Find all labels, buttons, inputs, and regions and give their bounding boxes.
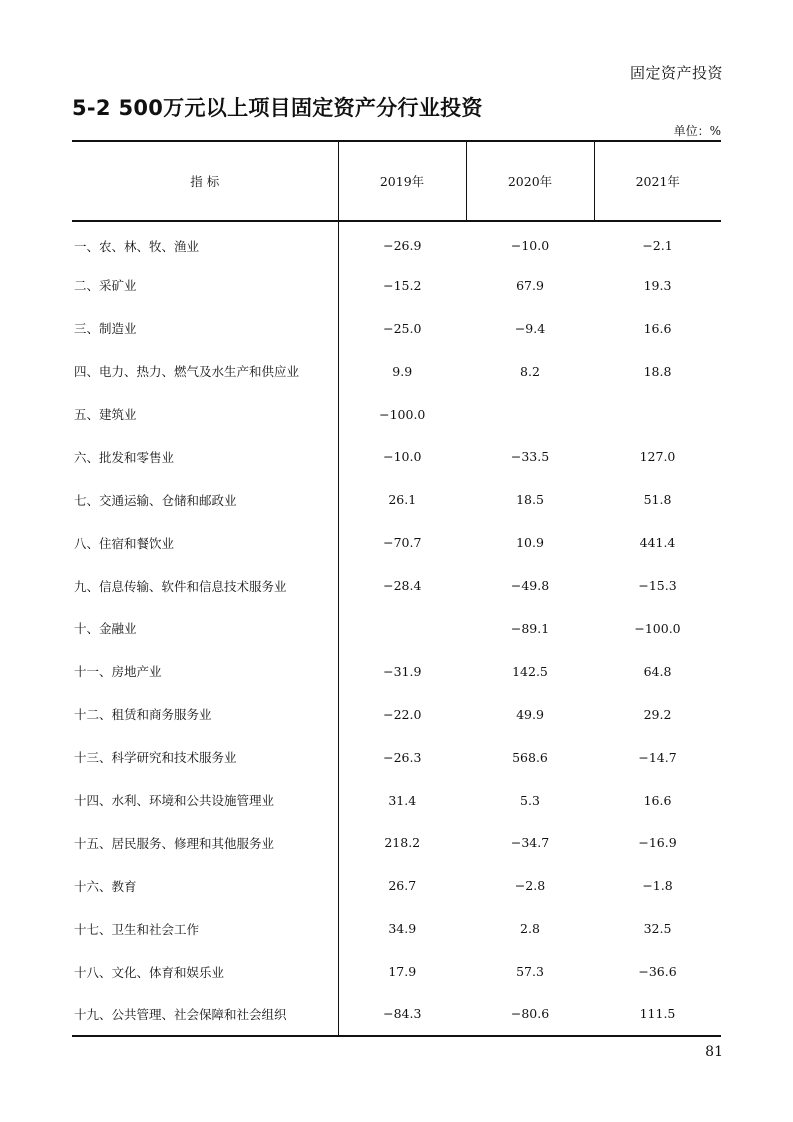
row-value-2020: 49.9: [516, 706, 544, 722]
row-indicator-name: 八、住宿和餐饮业: [72, 521, 338, 564]
row-value-2020: −2.8: [514, 878, 546, 894]
row-value-2019: −84.3: [338, 993, 466, 1036]
row-value-2020: 67.9: [516, 277, 544, 293]
column-header-2021: 2021年: [594, 141, 721, 221]
row-value-2019: −10.0: [383, 449, 422, 465]
table-row: [72, 993, 721, 1036]
row-indicator-name: 六、批发和零售业: [72, 435, 338, 478]
row-value-2020: [466, 393, 594, 436]
row-value-2021: 441.4: [639, 535, 676, 551]
row-value-2021: 19.3: [643, 277, 672, 293]
row-indicator-name: 十二、租赁和商务服务业: [72, 693, 338, 736]
row-value-2021: 127.0: [639, 449, 676, 465]
row-value-2020: 142.5: [512, 663, 548, 679]
table-row: [72, 864, 721, 907]
row-value-2021: −14.7: [638, 749, 677, 765]
row-value-2021: 29.2: [643, 706, 672, 722]
row-value-2021: 16.6: [643, 320, 672, 336]
row-value-2019: 31.4: [388, 792, 417, 808]
row-value-2021: [594, 393, 721, 436]
row-value-2019: −70.7: [383, 535, 422, 551]
row-value-2020: 57.3: [516, 964, 544, 980]
row-value-2019: [338, 607, 466, 650]
row-value-2021: 51.8: [643, 492, 672, 508]
row-value-2021: −16.9: [638, 835, 677, 851]
column-header-indicator: 指 标: [72, 141, 338, 221]
row-value-2021: −15.3: [638, 578, 677, 594]
section-label: 固定资产投资: [629, 64, 723, 82]
row-indicator-name: 九、信息传输、软件和信息技术服务业: [72, 564, 338, 607]
table-row: [72, 736, 721, 779]
table-row: [72, 779, 721, 822]
row-value-2021: 16.6: [643, 792, 672, 808]
row-indicator-name: 十七、卫生和社会工作: [72, 907, 338, 950]
unit-label: 单位：%: [673, 124, 721, 138]
row-value-2019: 218.2: [384, 835, 421, 851]
row-value-2020: −49.8: [510, 578, 550, 594]
row-indicator-name: 十八、文化、体育和娱乐业: [72, 950, 338, 993]
row-value-2021: 18.8: [643, 363, 672, 379]
row-value-2019: −100.0: [379, 406, 426, 422]
row-indicator-name: 二、采矿业: [72, 264, 338, 307]
row-value-2021: 111.5: [594, 993, 721, 1036]
row-value-2020: 18.5: [516, 492, 544, 508]
row-indicator-name: 十九、公共管理、社会保障和社会组织: [72, 993, 338, 1036]
row-indicator-name: 十、金融业: [72, 607, 338, 650]
row-indicator-name: 一、农、林、牧、渔业: [72, 221, 338, 264]
row-value-2019: 26.7: [388, 878, 417, 894]
table-row: [72, 478, 721, 521]
row-indicator-name: 十一、房地产业: [72, 650, 338, 693]
row-value-2019: 34.9: [388, 921, 417, 937]
row-value-2019: 26.1: [388, 492, 417, 508]
row-value-2020: −80.6: [466, 993, 594, 1036]
column-header-2020: 2020年: [466, 141, 594, 221]
row-value-2021: 32.5: [643, 921, 672, 937]
table-row: [72, 264, 721, 307]
column-header-2019: 2019年: [338, 141, 466, 221]
row-indicator-name: 十五、居民服务、修理和其他服务业: [72, 821, 338, 864]
table-row: [72, 564, 721, 607]
table-row: [72, 435, 721, 478]
row-value-2019: −26.9: [383, 238, 422, 254]
row-value-2019: 17.9: [388, 964, 417, 980]
row-value-2021: −1.8: [642, 878, 673, 894]
table-row: [72, 393, 721, 436]
row-value-2019: −31.9: [383, 663, 422, 679]
table-header-row: [72, 141, 721, 221]
row-value-2021: −36.6: [638, 964, 677, 980]
row-value-2019: −25.0: [383, 320, 422, 336]
table-row: [72, 350, 721, 393]
row-value-2020: 10.9: [516, 535, 544, 551]
table-row: [72, 907, 721, 950]
row-indicator-name: 十四、水利、环境和公共设施管理业: [72, 779, 338, 822]
row-value-2020: 8.2: [520, 363, 540, 379]
row-indicator-name: 四、电力、热力、燃气及水生产和供应业: [72, 350, 338, 393]
row-value-2021: −2.1: [642, 238, 673, 254]
row-value-2020: −89.1: [510, 620, 550, 636]
table-row: [72, 307, 721, 350]
row-value-2021: 64.8: [643, 663, 672, 679]
row-value-2020: −33.5: [510, 449, 550, 465]
row-value-2019: −28.4: [383, 578, 422, 594]
row-value-2019: −15.2: [383, 277, 422, 293]
row-value-2020: −9.4: [514, 320, 546, 336]
row-value-2021: −100.0: [634, 620, 681, 636]
row-value-2019: 9.9: [392, 363, 413, 379]
row-value-2020: 5.3: [520, 792, 540, 808]
row-value-2019: −26.3: [383, 749, 422, 765]
row-value-2020: −10.0: [510, 238, 550, 254]
table-row: [72, 607, 721, 650]
page-number: 81: [705, 1044, 723, 1060]
row-indicator-name: 十三、科学研究和技术服务业: [72, 736, 338, 779]
row-value-2020: −34.7: [510, 835, 550, 851]
table-row: [72, 521, 721, 564]
row-indicator-name: 十六、教育: [72, 864, 338, 907]
investment-table: [72, 140, 721, 1037]
row-indicator-name: 三、制造业: [72, 307, 338, 350]
row-value-2020: 2.8: [520, 921, 540, 937]
row-value-2020: 568.6: [512, 749, 548, 765]
row-indicator-name: 七、交通运输、仓储和邮政业: [72, 478, 338, 521]
page-title: 5-2 500万元以上项目固定资产分行业投资: [72, 96, 483, 120]
table-row: [72, 650, 721, 693]
table-row: [72, 693, 721, 736]
row-indicator-name: 五、建筑业: [72, 393, 338, 436]
table-row: [72, 821, 721, 864]
row-value-2019: −22.0: [383, 706, 422, 722]
table-row: [72, 221, 721, 264]
table-row: [72, 950, 721, 993]
